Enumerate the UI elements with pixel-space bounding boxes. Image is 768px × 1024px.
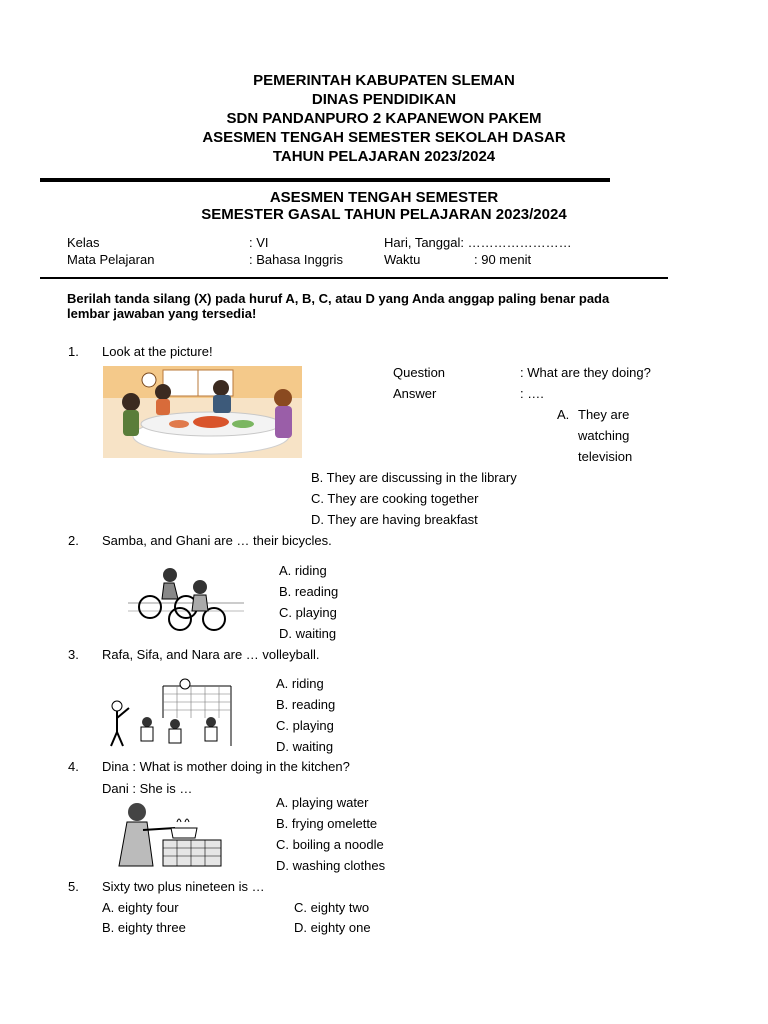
q1-answer-label: Answer xyxy=(393,386,437,401)
q1-question-value: : What are they doing? xyxy=(520,365,651,380)
subheader-line-1: ASESMEN TENGAH SEMESTER xyxy=(269,189,499,206)
q1-answer-value: : …. xyxy=(520,386,544,401)
q1-option-a-line-3: television xyxy=(578,449,633,464)
q2-text: Samba, and Ghani are … their bicycles. xyxy=(102,533,332,548)
waktu-value: : 90 menit xyxy=(474,252,532,267)
q1-option-a-line-1: They are xyxy=(578,407,630,422)
q3-option-b: B. reading xyxy=(276,697,336,712)
q5-option-a: A. eighty four xyxy=(102,900,179,915)
family-dinner-picture xyxy=(103,366,302,458)
kelas-label: Kelas xyxy=(67,235,100,250)
info-divider xyxy=(40,277,668,279)
q2-option-d: D. waiting xyxy=(279,626,337,641)
hari-tanggal-label: Hari, Tanggal: …………………… xyxy=(384,235,572,250)
header-line-1: PEMERINTAH KABUPATEN SLEMAN xyxy=(253,72,515,89)
q1-option-d: D. They are having breakfast xyxy=(311,512,478,527)
mother-cooking-picture xyxy=(113,800,224,868)
mapel-label: Mata Pelajaran xyxy=(67,252,155,267)
header-line-5: TAHUN PELAJARAN 2023/2024 xyxy=(272,148,496,165)
header-line-2: DINAS PENDIDIKAN xyxy=(311,91,457,108)
q2-number: 2. xyxy=(68,533,79,548)
q4-option-c: C. boiling a noodle xyxy=(276,837,384,852)
q4-option-b: B. frying omelette xyxy=(276,816,378,831)
q3-number: 3. xyxy=(68,647,79,662)
q3-option-d: D. waiting xyxy=(276,739,334,754)
q1-option-b: B. They are discussing in the library xyxy=(311,470,517,485)
header-line-4: ASESMEN TENGAH SEMESTER SEKOLAH DASAR xyxy=(202,129,566,146)
header-line-3: SDN PANDANPURO 2 KAPANEWON PAKEM xyxy=(226,110,542,127)
q4-option-a: A. playing water xyxy=(276,795,369,810)
q5-text: Sixty two plus nineteen is … xyxy=(102,879,265,894)
q5-option-c: C. eighty two xyxy=(294,900,370,915)
q4-number: 4. xyxy=(68,759,79,774)
subheader-line-2: SEMESTER GASAL TAHUN PELAJARAN 2023/2024 xyxy=(201,206,567,223)
q3-text: Rafa, Sifa, and Nara are … volleyball. xyxy=(102,647,320,662)
q4-option-d: D. washing clothes xyxy=(276,858,386,873)
q5-number: 5. xyxy=(68,879,79,894)
children-playing-volleyball-picture xyxy=(101,678,235,748)
instruction-line-1: Berilah tanda silang (X) pada huruf A, B, C, atau D yang Anda anggap paling benar pada xyxy=(67,291,610,306)
q1-option-a-letter: A. xyxy=(557,407,570,422)
q3-option-a: A. riding xyxy=(276,676,324,691)
q2-option-a: A. riding xyxy=(279,563,327,578)
q1-text: Look at the picture! xyxy=(102,344,213,359)
header-divider xyxy=(40,178,610,182)
instruction-line-2: lembar jawaban yang tersedia! xyxy=(67,306,257,321)
q2-option-c: C. playing xyxy=(279,605,337,620)
waktu-label: Waktu xyxy=(384,252,421,267)
q1-option-a-line-2: watching xyxy=(578,428,630,443)
q2-option-b: B. reading xyxy=(279,584,339,599)
q5-option-b: B. eighty three xyxy=(102,920,186,935)
q4-text: Dina : What is mother doing in the kitchen? xyxy=(102,759,350,774)
mapel-value: : Bahasa Inggris xyxy=(249,252,343,267)
q3-option-c: C. playing xyxy=(276,718,334,733)
q1-question-label: Question xyxy=(393,365,446,380)
q1-number: 1. xyxy=(68,344,79,359)
q5-option-d: D. eighty one xyxy=(294,920,371,935)
kelas-value: : VI xyxy=(249,235,269,250)
q4-text-2: Dani : She is … xyxy=(102,781,193,796)
boys-riding-bicycles-picture xyxy=(128,563,244,633)
q1-option-c: C. They are cooking together xyxy=(311,491,479,506)
